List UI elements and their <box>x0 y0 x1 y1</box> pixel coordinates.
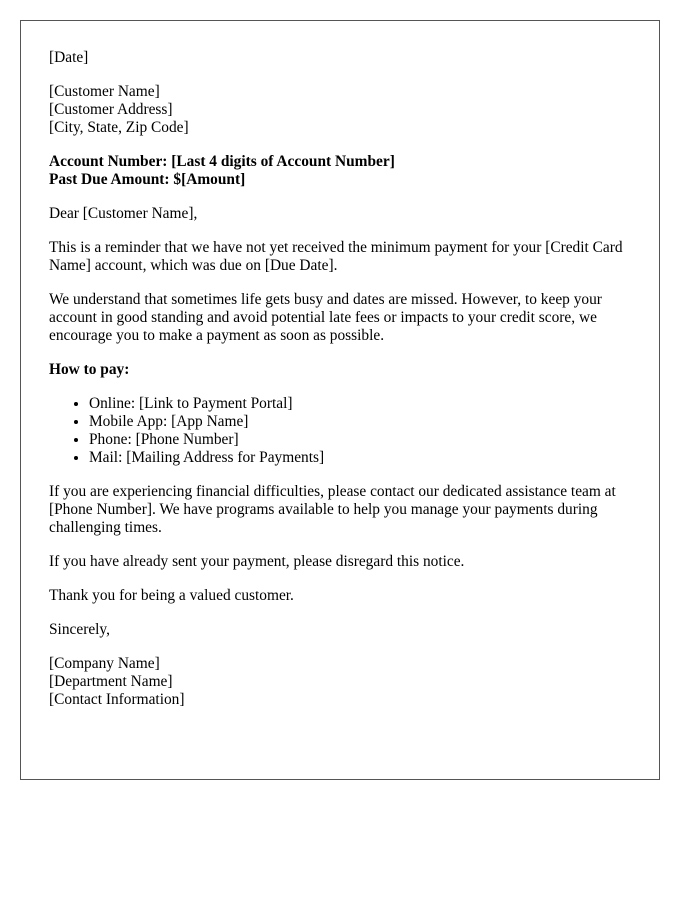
salutation: Dear [Customer Name], <box>49 205 198 222</box>
body-paragraph-reminder: This is a reminder that we have not yet received the minimum payment for your [Credit Card Name] account, which was due on [Due Date]. <box>49 239 623 274</box>
signature-contact: [Contact Information] <box>49 691 185 708</box>
payment-method-online: • Online: [Link to Payment Portal] <box>89 395 631 413</box>
payment-method-phone: • Phone: [Phone Number] <box>89 431 631 449</box>
recipient-city-state-zip: [City, State, Zip Code] <box>49 119 189 136</box>
how-to-pay-heading: How to pay: <box>49 361 130 378</box>
body-paragraph-assistance: If you are experiencing financial difficulties, please contact our dedicated assistance team at [Phone Number]. We have programs available to help you manage your payments during challenging times. <box>49 483 616 536</box>
closing: Sincerely, <box>49 621 110 638</box>
signature-company: [Company Name] <box>49 655 160 672</box>
payment-method-mail: • Mail: [Mailing Address for Payments] <box>89 449 631 467</box>
account-block <box>49 153 631 189</box>
recipient-address: [Customer Address] <box>49 101 173 118</box>
body-paragraph-disregard: If you have already sent your payment, please disregard this notice. <box>49 553 465 570</box>
account-number: Account Number: [Last 4 digits of Account Number] <box>49 153 395 170</box>
body-paragraph-thanks: Thank you for being a valued customer. <box>49 587 294 604</box>
signature-department: [Department Name] <box>49 673 173 690</box>
payment-method-mobile-app: • Mobile App: [App Name] <box>89 413 631 431</box>
payment-methods-list <box>49 395 631 467</box>
signature-block <box>49 655 631 709</box>
recipient-name: [Customer Name] <box>49 83 160 100</box>
letter-date: [Date] <box>49 49 89 66</box>
recipient-block <box>49 83 631 137</box>
past-due-amount: Past Due Amount: $[Amount] <box>49 171 246 188</box>
letter-page <box>20 20 660 780</box>
body-paragraph-understanding: We understand that sometimes life gets busy and dates are missed. However, to keep your account in good standing and avoid potential late fees or impacts to your credit score, we encourage you to make a payment as soon as possible. <box>49 291 602 344</box>
